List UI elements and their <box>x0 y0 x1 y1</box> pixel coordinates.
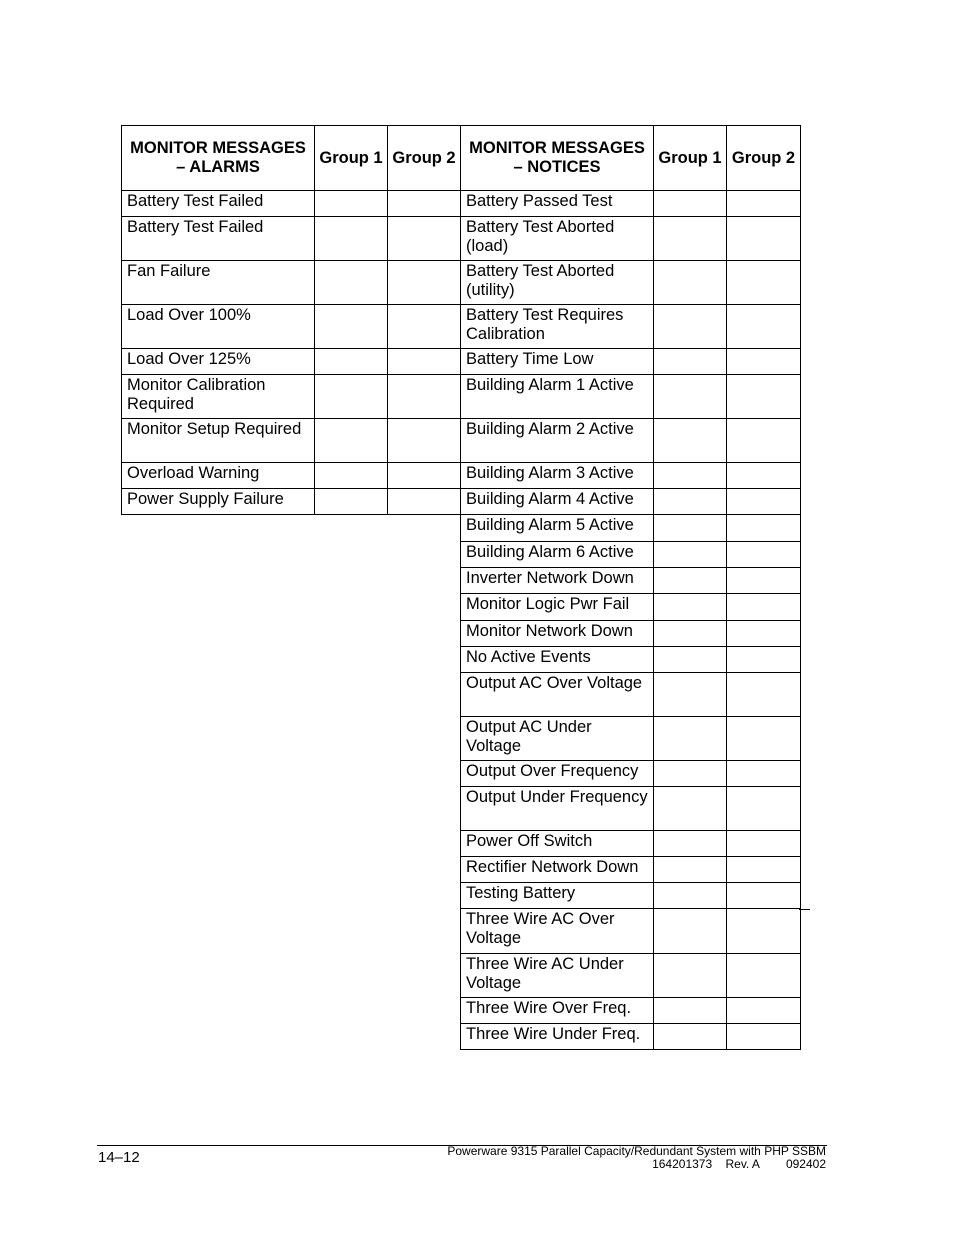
table-row <box>461 419 801 463</box>
group-2-cell[interactable] <box>727 883 801 909</box>
group-2-cell[interactable] <box>727 857 801 883</box>
group-2-cell[interactable] <box>727 717 801 761</box>
group-2-cell[interactable] <box>388 463 461 489</box>
group-2-cell[interactable] <box>727 375 801 419</box>
table-row <box>461 909 801 954</box>
table-row <box>461 515 801 542</box>
alarm-message: Load Over 100% <box>122 305 315 349</box>
group-1-cell[interactable] <box>654 909 727 954</box>
group-2-cell[interactable] <box>727 568 801 594</box>
group-2-cell[interactable] <box>388 305 461 349</box>
notice-message: Output Over Frequency <box>461 761 654 787</box>
group-1-cell[interactable] <box>654 831 727 857</box>
notice-message: Output AC Under Voltage <box>461 717 654 761</box>
table-row <box>122 191 461 217</box>
group-2-cell[interactable] <box>388 375 461 419</box>
alarms-header-message: MONITOR MESSAGES – ALARMS <box>122 126 315 191</box>
notice-message: Battery Passed Test <box>461 191 654 217</box>
group-1-cell[interactable] <box>315 217 388 261</box>
table-row <box>122 375 461 419</box>
group-1-cell[interactable] <box>315 305 388 349</box>
group-1-cell[interactable] <box>315 191 388 217</box>
group-2-cell[interactable] <box>727 761 801 787</box>
group-1-cell[interactable] <box>315 349 388 375</box>
group-2-cell[interactable] <box>727 349 801 375</box>
notice-message: Three Wire AC Over Voltage <box>461 909 654 954</box>
notice-message: Building Alarm 5 Active <box>461 515 654 542</box>
notice-message: Monitor Logic Pwr Fail <box>461 594 654 621</box>
notice-message: Building Alarm 4 Active <box>461 489 654 515</box>
table-row <box>461 349 801 375</box>
notice-message: Three Wire Over Freq. <box>461 998 654 1024</box>
group-1-cell[interactable] <box>315 463 388 489</box>
group-1-cell[interactable] <box>654 673 727 717</box>
group-2-cell[interactable] <box>727 909 801 954</box>
alarm-message: Battery Test Failed <box>122 217 315 261</box>
group-1-cell[interactable] <box>654 515 727 542</box>
group-1-cell[interactable] <box>654 857 727 883</box>
group-1-cell[interactable] <box>654 375 727 419</box>
group-2-cell[interactable] <box>727 261 801 305</box>
group-1-cell[interactable] <box>654 883 727 909</box>
table-row <box>461 831 801 857</box>
table-row <box>461 568 801 594</box>
group-1-cell[interactable] <box>654 568 727 594</box>
notices-header-row <box>461 126 801 191</box>
table-row <box>122 217 461 261</box>
group-2-cell[interactable] <box>388 489 461 515</box>
group-2-cell[interactable] <box>727 1024 801 1050</box>
group-1-cell[interactable] <box>654 191 727 217</box>
group-2-cell[interactable] <box>727 647 801 673</box>
group-1-cell[interactable] <box>654 489 727 515</box>
notice-message: Building Alarm 6 Active <box>461 542 654 568</box>
group-2-cell[interactable] <box>727 217 801 261</box>
table-row <box>461 857 801 883</box>
group-2-cell[interactable] <box>727 419 801 463</box>
table-row <box>461 217 801 261</box>
notices-header-group-1: Group 1 <box>654 126 727 191</box>
notice-message: Battery Test Aborted (utility) <box>461 261 654 305</box>
notice-message: Output AC Over Voltage <box>461 673 654 717</box>
notice-message: Building Alarm 2 Active <box>461 419 654 463</box>
group-1-cell[interactable] <box>654 954 727 998</box>
group-2-cell[interactable] <box>727 463 801 489</box>
table-row <box>461 463 801 489</box>
table-row <box>461 673 801 717</box>
group-1-cell[interactable] <box>654 463 727 489</box>
notice-message: Testing Battery <box>461 883 654 909</box>
group-2-cell[interactable] <box>388 217 461 261</box>
document-info <box>447 1145 826 1171</box>
alarms-table-body <box>122 126 461 515</box>
notice-message: Three Wire Under Freq. <box>461 1024 654 1050</box>
table-row <box>461 489 801 515</box>
table-row <box>461 375 801 419</box>
page-number: 14–12 <box>98 1149 140 1166</box>
group-1-cell[interactable] <box>654 542 727 568</box>
notice-message: Battery Test Aborted (load) <box>461 217 654 261</box>
table-row <box>461 261 801 305</box>
table-row <box>122 419 461 463</box>
notice-message: Building Alarm 3 Active <box>461 463 654 489</box>
group-1-cell[interactable] <box>654 261 727 305</box>
group-2-cell[interactable] <box>727 673 801 717</box>
alarms-table <box>121 125 461 515</box>
group-2-cell[interactable] <box>388 191 461 217</box>
notice-message: Building Alarm 1 Active <box>461 375 654 419</box>
group-2-cell[interactable] <box>727 998 801 1024</box>
alarms-header-group-1: Group 1 <box>315 126 388 191</box>
table-row <box>461 594 801 621</box>
notice-message: No Active Events <box>461 647 654 673</box>
group-2-cell[interactable] <box>727 954 801 998</box>
group-2-cell[interactable] <box>388 349 461 375</box>
alarms-header-row <box>122 126 461 191</box>
table-row <box>461 998 801 1024</box>
group-2-cell[interactable] <box>388 261 461 305</box>
table-row <box>461 191 801 217</box>
notice-message: Three Wire AC Under Voltage <box>461 954 654 998</box>
table-row <box>461 647 801 673</box>
group-1-cell[interactable] <box>654 419 727 463</box>
table-row <box>461 787 801 831</box>
notices-header-group-2: Group 2 <box>727 126 801 191</box>
table-row <box>122 305 461 349</box>
notice-message: Battery Time Low <box>461 349 654 375</box>
group-2-cell[interactable] <box>727 305 801 349</box>
group-2-cell[interactable] <box>727 787 801 831</box>
group-1-cell[interactable] <box>654 1024 727 1050</box>
group-1-cell[interactable] <box>315 261 388 305</box>
group-2-cell[interactable] <box>727 191 801 217</box>
table-row <box>122 489 461 515</box>
group-1-cell[interactable] <box>654 217 727 261</box>
table-row <box>461 954 801 998</box>
document-title: Powerware 9315 Parallel Capacity/Redundant System with PHP SSBM <box>447 1144 826 1158</box>
group-1-cell[interactable] <box>654 305 727 349</box>
notice-message: Power Off Switch <box>461 831 654 857</box>
alarm-message: Power Supply Failure <box>122 489 315 515</box>
group-1-cell[interactable] <box>654 594 727 621</box>
table-row <box>461 1024 801 1050</box>
group-2-cell[interactable] <box>727 594 801 621</box>
notices-header-message: MONITOR MESSAGES – NOTICES <box>461 126 654 191</box>
table-row <box>461 542 801 568</box>
table-row <box>122 349 461 375</box>
group-2-cell[interactable] <box>727 621 801 647</box>
table-row <box>461 761 801 787</box>
alarm-message: Fan Failure <box>122 261 315 305</box>
table-rule-stub <box>799 909 810 910</box>
alarm-message: Monitor Calibration Required <box>122 375 315 419</box>
table-row <box>461 883 801 909</box>
notices-table <box>460 125 801 1050</box>
group-1-cell[interactable] <box>315 489 388 515</box>
document-id: 164201373 Rev. A 092402 <box>652 1157 826 1171</box>
group-2-cell[interactable] <box>727 515 801 542</box>
group-2-cell[interactable] <box>388 419 461 463</box>
alarm-message: Overload Warning <box>122 463 315 489</box>
group-1-cell[interactable] <box>654 621 727 647</box>
notice-message: Inverter Network Down <box>461 568 654 594</box>
notice-message: Monitor Network Down <box>461 621 654 647</box>
group-1-cell[interactable] <box>654 647 727 673</box>
group-1-cell[interactable] <box>654 717 727 761</box>
table-row <box>461 717 801 761</box>
table-row <box>122 463 461 489</box>
group-1-cell[interactable] <box>315 419 388 463</box>
notices-table-body <box>461 126 801 1050</box>
group-2-cell[interactable] <box>727 542 801 568</box>
notice-message: Battery Test Requires Calibration <box>461 305 654 349</box>
alarm-message: Load Over 125% <box>122 349 315 375</box>
table-row <box>122 261 461 305</box>
alarm-message: Battery Test Failed <box>122 191 315 217</box>
table-row <box>461 305 801 349</box>
group-1-cell[interactable] <box>654 998 727 1024</box>
group-1-cell[interactable] <box>654 787 727 831</box>
group-1-cell[interactable] <box>315 375 388 419</box>
notice-message: Rectifier Network Down <box>461 857 654 883</box>
group-1-cell[interactable] <box>654 349 727 375</box>
alarm-message: Monitor Setup Required <box>122 419 315 463</box>
group-1-cell[interactable] <box>654 761 727 787</box>
group-2-cell[interactable] <box>727 831 801 857</box>
group-2-cell[interactable] <box>727 489 801 515</box>
alarms-header-group-2: Group 2 <box>388 126 461 191</box>
notice-message: Output Under Frequency <box>461 787 654 831</box>
table-row <box>461 621 801 647</box>
